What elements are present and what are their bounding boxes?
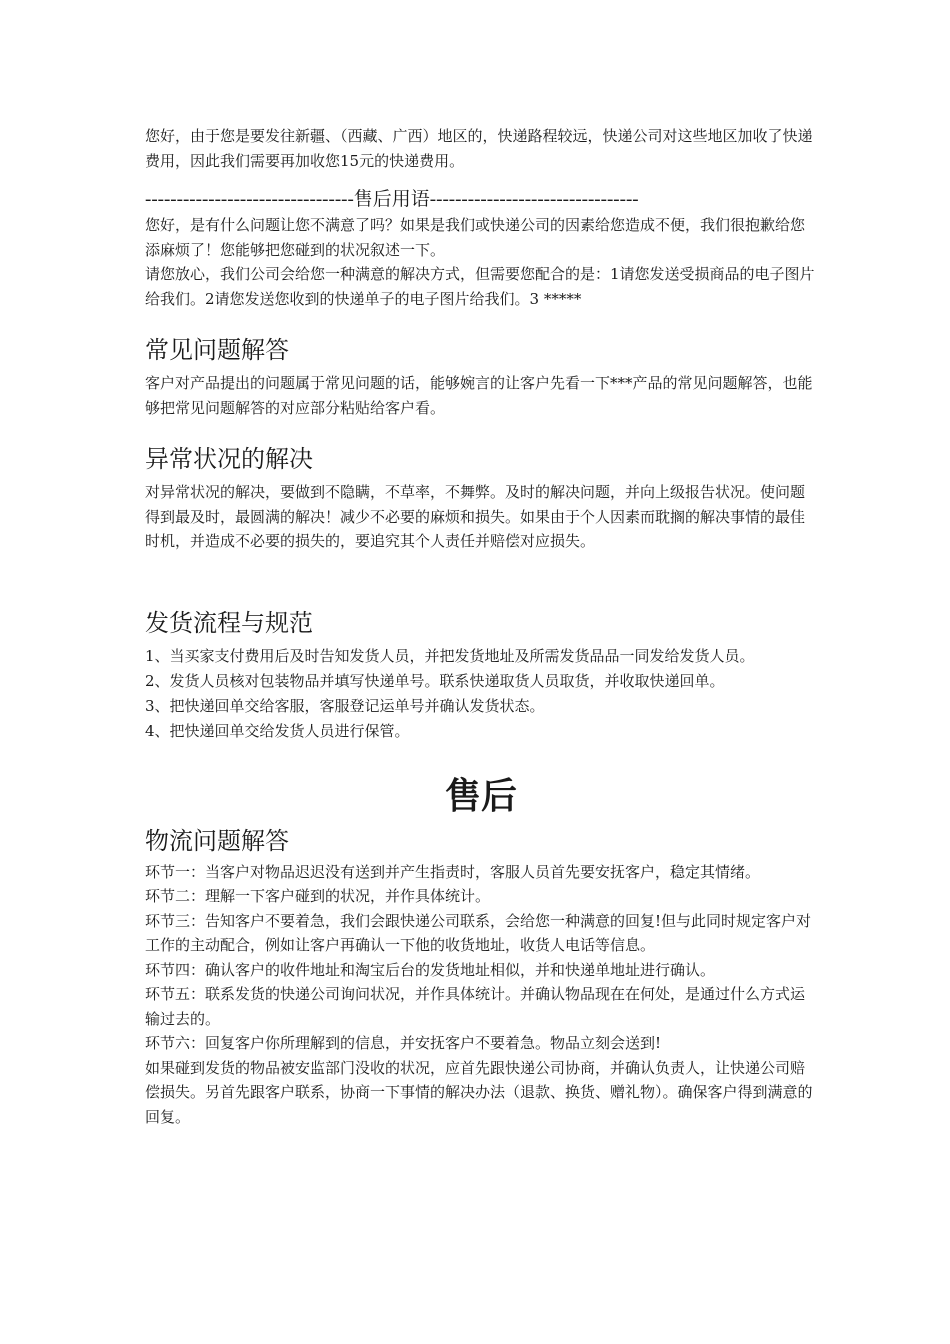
- aftersales-title: 售后: [444, 775, 517, 817]
- logistics-item: 环节四：确认客户的收件地址和淘宝后台的发货地址相似，并和快递单地址进行确认。: [145, 960, 716, 979]
- aftersales-paragraph-2: 请您放心，我们公司会给您一种满意的解决方式，但需要您配合的是：1请您发送受损商品的电子图片给我们。2请您发送您收到的快递单子的电子图片给我们。3 *****: [145, 265, 815, 308]
- exception-paragraph: 对异常状况的解决，要做到不隐瞒，不草率，不舞弊。及时的解决问题，并向上级报告状况。使问题得到最及时，最圆满的解决！减少不必要的麻烦和损失。如果由于个人因素而耽搁的解决事情的最佳时机，并造成不必要的损失的，要追究其个人责任并赔偿对应损失。: [145, 483, 806, 550]
- logistics-items: [145, 860, 817, 1130]
- shipping-step: 3、把快递回单交给客服，客服登记运单号并确认发货状态。: [145, 696, 545, 715]
- logistics-item: 如果碰到发货的物品被安监部门没收的状况，应首先跟快递公司协商，并确认负责人，让快递公司赔偿损失。另首先跟客户联系，协商一下事情的解决办法（退款、换货、赠礼物）。确保客户得到满意的回复。: [145, 1058, 813, 1126]
- aftersales-paragraph-1: 您好，是有什么问题让您不满意了吗？如果是我们或快递公司的因素给您造成不便，我们很抱歉给您添麻烦了！您能够把您碰到的状况叙述一下。: [145, 216, 806, 259]
- shipping-step: 4、把快递回单交给发货人员进行保管。: [145, 721, 410, 740]
- shipping-step: 2、发货人员核对包装物品并填写快递单号。联系快递取货人员取货，并收取快递回单。: [145, 671, 725, 690]
- logistics-item: 环节一：当客户对物品迟迟没有送到并产生指责时，客服人员首先要安抚客户，稳定其情绪。: [145, 862, 761, 881]
- exception-heading: 异常状况的解决: [145, 445, 313, 473]
- faq-heading: 常见问题解答: [145, 336, 289, 364]
- intro-paragraph: 您好，由于您是要发往新疆、（西藏、广西）地区的，快递路程较远，快递公司对这些地区加收了快递费用，因此我们需要再加收您15元的快递费用。: [145, 127, 813, 170]
- logistics-item: 环节三：告知客户不要着急，我们会跟快递公司联系，会给您一种满意的回复!但与此同时规定客户对工作的主动配合，例如让客户再确认一下他的收货地址，收货人电话等信息。: [145, 911, 812, 954]
- aftersales-divider: ---------------------------------售后用语---------------------------------: [145, 189, 639, 210]
- shipping-step: 1、当买家支付费用后及时告知发货人员，并把发货地址及所需发货品品一同发给发货人员。: [145, 646, 755, 665]
- document-body: [145, 124, 817, 1129]
- shipping-steps: [145, 644, 817, 744]
- shipping-heading: 发货流程与规范: [145, 608, 313, 637]
- logistics-item: 环节六：回复客户你所理解到的信息，并安抚客户不要着急。物品立刻会送到!: [145, 1034, 662, 1052]
- logistics-item: 环节五：联系发货的快递公司询问状况，并作具体统计。并确认物品现在在何处，是通过什么方式运输过去的。: [145, 985, 806, 1028]
- logistics-item: 环节二：理解一下客户碰到的状况，并作具体统计。: [145, 887, 491, 905]
- faq-paragraph: 客户对产品提出的问题属于常见问题的话，能够婉言的让客户先看一下***产品的常见问题解答，也能够把常见问题解答的对应部分粘贴给客户看。: [145, 374, 813, 417]
- logistics-heading: 物流问题解答: [145, 826, 289, 855]
